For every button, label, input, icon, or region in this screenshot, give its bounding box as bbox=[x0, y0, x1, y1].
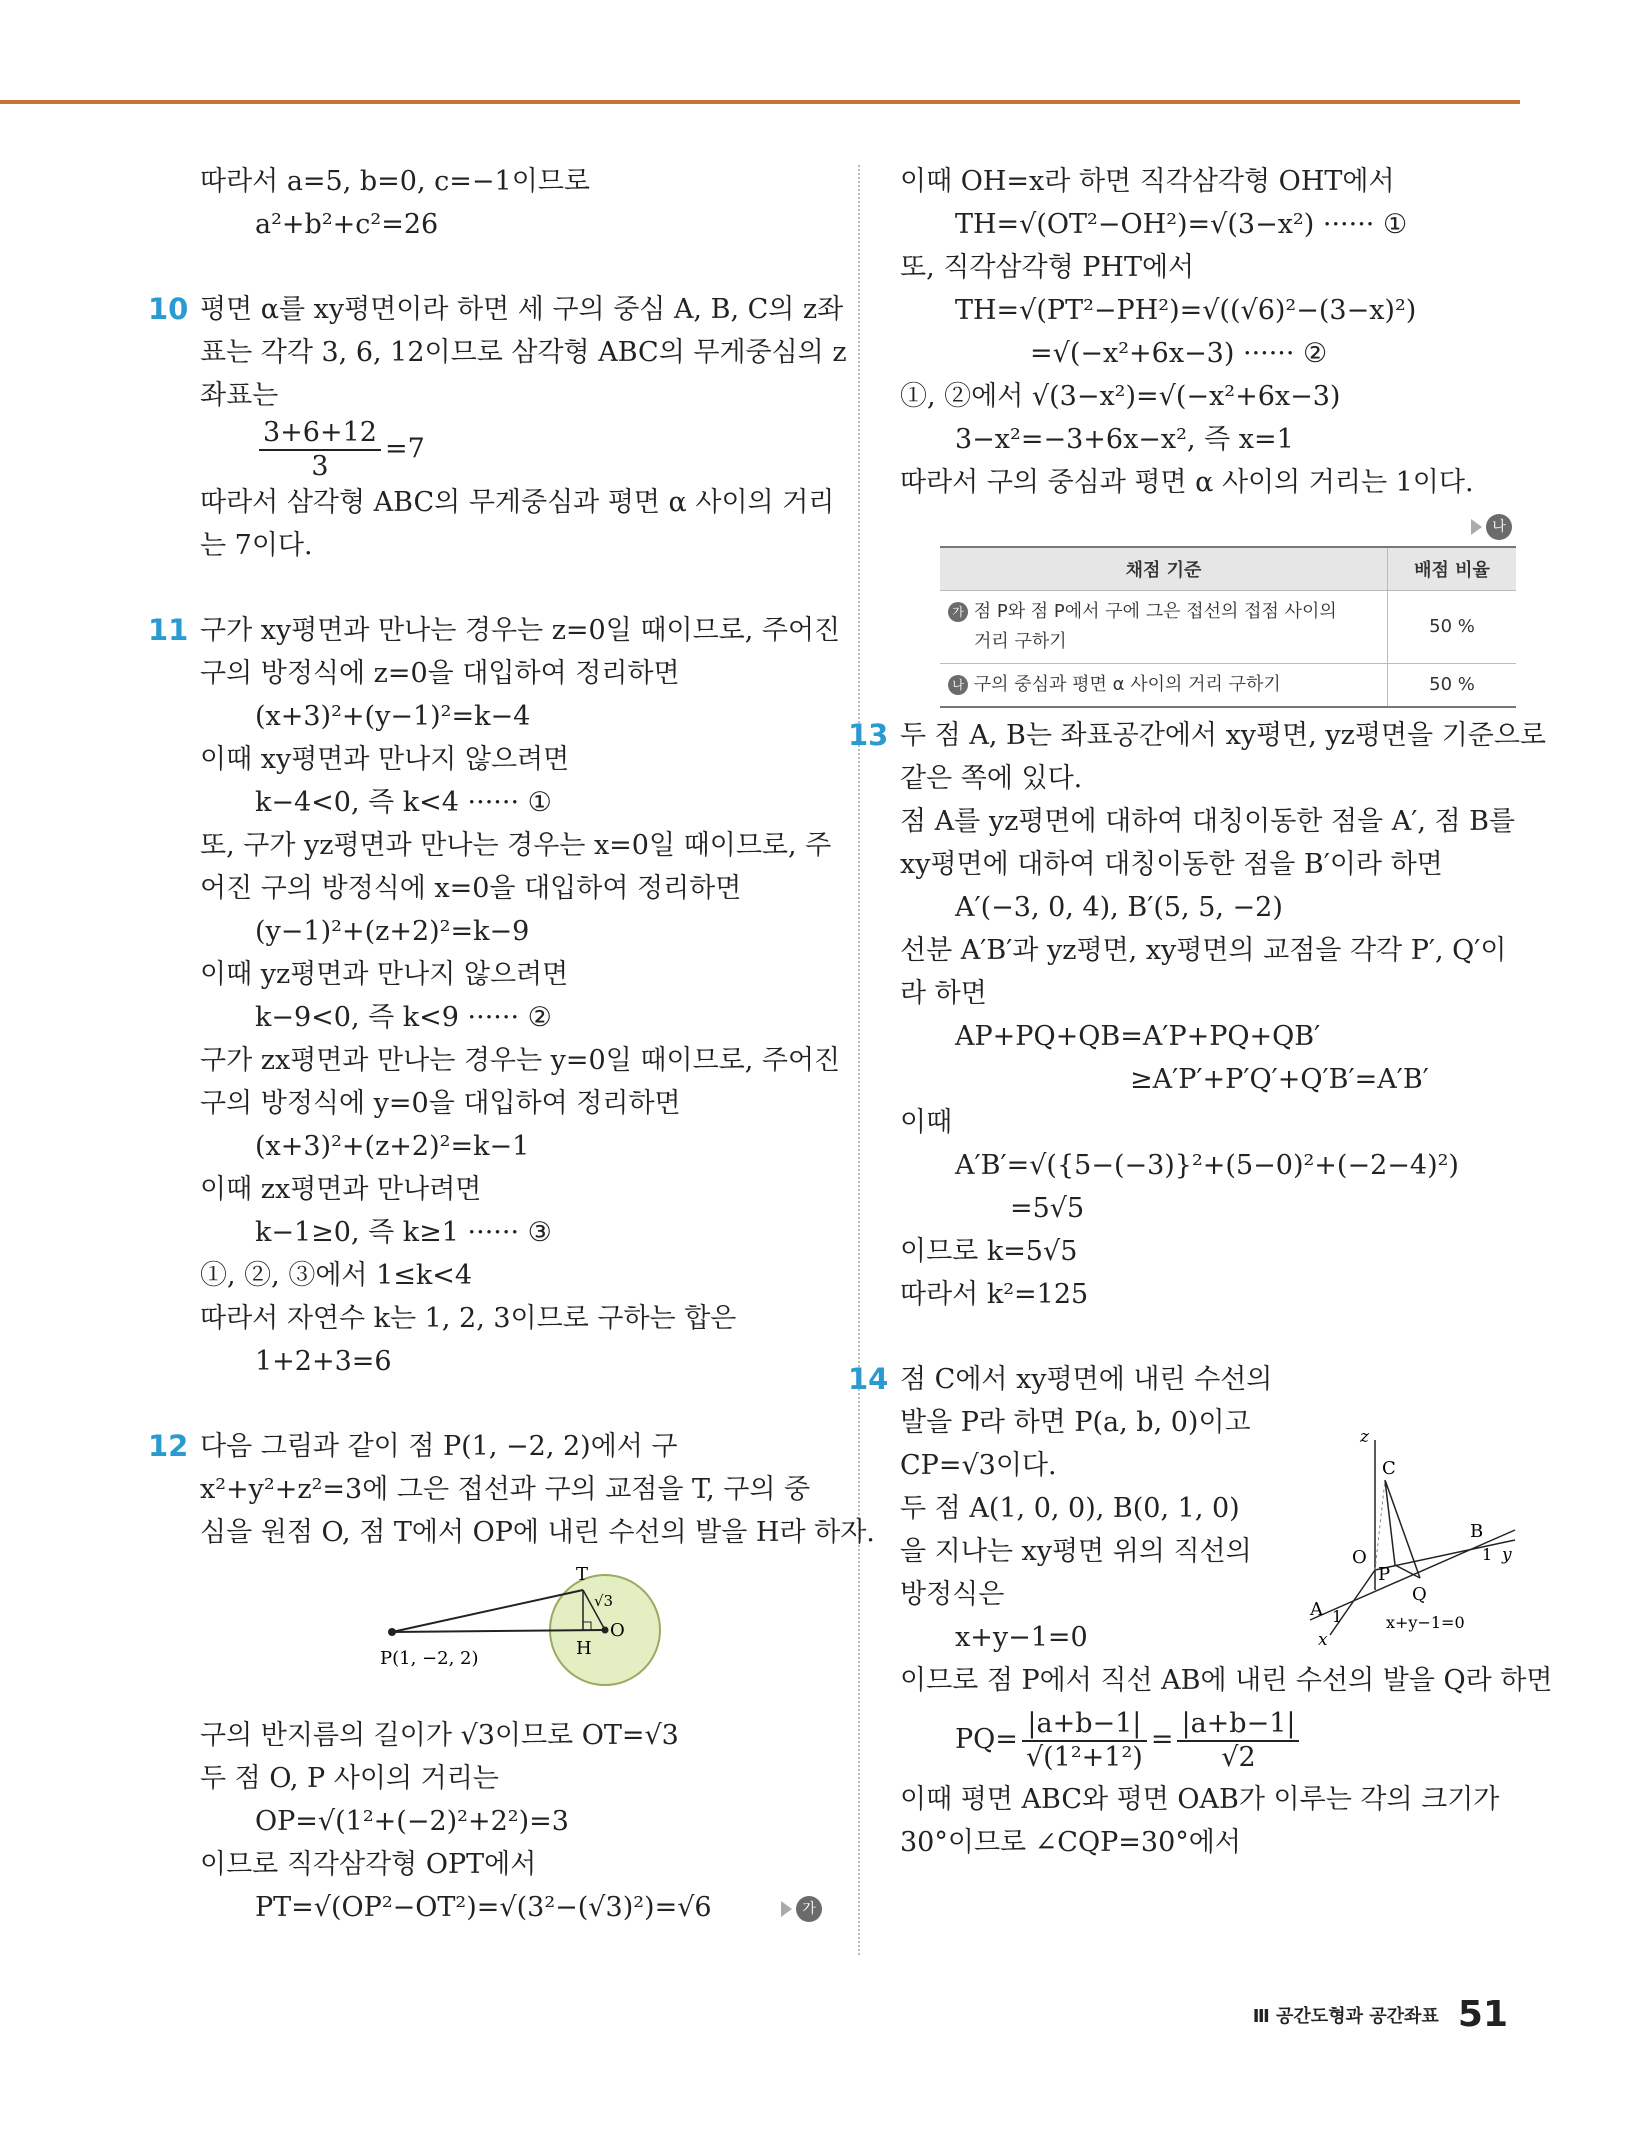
text-line: 따라서 a=5, b=0, c=−1이므로 bbox=[200, 166, 590, 197]
step-mark-na: 나 bbox=[948, 675, 968, 695]
text-line: 발을 P라 하면 P(a, b, 0)이고 bbox=[900, 1407, 1251, 1438]
text-line: a²+b²+c²=26 bbox=[255, 209, 439, 240]
equation: TH=√(PT²−PH²)=√((√6)²−(3−x)²) bbox=[955, 295, 1417, 326]
problem-10 bbox=[148, 288, 847, 567]
point-o bbox=[602, 1627, 609, 1634]
text-line: 점 A를 yz평면에 대하여 대칭이동한 점을 A′, 점 B를 bbox=[900, 806, 1516, 837]
label-h: H bbox=[576, 1638, 592, 1659]
text-line: 이므로 k=5√5 bbox=[900, 1236, 1078, 1267]
text-line: 을 지나는 xy평면 위의 직선의 bbox=[900, 1536, 1252, 1567]
problem-number: 13 bbox=[848, 718, 889, 752]
equation: (y−1)²+(z+2)²=k−9 bbox=[255, 916, 530, 947]
step-mark-ga: 가 bbox=[948, 602, 968, 622]
page-footer bbox=[1253, 1994, 1508, 2035]
header-accent-bar bbox=[0, 100, 1520, 104]
equation: =5√5 bbox=[1010, 1193, 1085, 1224]
text-line: 이때 zx평면과 만나려면 bbox=[200, 1174, 482, 1205]
text-line: 구가 zx평면과 만나는 경우는 y=0일 때이므로, 주어진 bbox=[200, 1045, 841, 1076]
equation: ≥A′P′+P′Q′+Q′B′=A′B′ bbox=[1130, 1064, 1429, 1095]
label-p: P bbox=[1378, 1564, 1391, 1585]
step-mark-na: 나 bbox=[1486, 514, 1512, 540]
equation: AP+PQ+QB=A′P+PQ+QB′ bbox=[955, 1021, 1321, 1052]
equation: OP=√(1²+(−2)²+2²)=3 bbox=[255, 1806, 569, 1837]
triangle-marker-icon bbox=[781, 1901, 792, 1917]
column-divider bbox=[858, 165, 860, 1955]
problem-number: 10 bbox=[148, 292, 189, 326]
text-line: 점 C에서 xy평면에 내린 수선의 bbox=[900, 1364, 1273, 1395]
text-line: 같은 쪽에 있다. bbox=[900, 763, 1083, 794]
text-line: 또, 직각삼각형 PHT에서 bbox=[900, 252, 1195, 283]
text-line: xy평면에 대하여 대칭이동한 점을 B′이라 하면 bbox=[900, 849, 1443, 880]
text-line: 선분 A′B′과 yz평면, xy평면의 교점을 각각 P′, Q′이 bbox=[900, 935, 1507, 966]
text-line: 이때 xy평면과 만나지 않으려면 bbox=[200, 744, 570, 775]
problem-number: 12 bbox=[148, 1429, 189, 1463]
segment-oc bbox=[1375, 1480, 1385, 1570]
text-line: 심을 원점 O, 점 T에서 OP에 내린 수선의 발을 H라 하자. bbox=[200, 1517, 875, 1548]
text-line: 따라서 k²=125 bbox=[900, 1279, 1089, 1310]
label-o: O bbox=[1352, 1547, 1367, 1568]
text-line: 두 점 A(1, 0, 0), B(0, 1, 0) bbox=[900, 1493, 1240, 1524]
point-p bbox=[388, 1628, 396, 1636]
problem-number: 11 bbox=[148, 613, 189, 647]
text-line: 이므로 점 P에서 직선 AB에 내린 수선의 발을 Q라 하면 bbox=[900, 1665, 1553, 1696]
distance-formula: PQ= $\frac{|a+b-1|}{\text{√(1²+1²)}}$ = $\frac{|a+b-1|}{√2}$ bbox=[900, 1702, 1520, 1778]
text-line: 평면 α를 xy평면이라 하면 세 구의 중심 A, B, C의 z좌 bbox=[200, 294, 844, 325]
text-line: 라 하면 bbox=[900, 978, 987, 1009]
text-line: 어진 구의 방정식에 x=0을 대입하여 정리하면 bbox=[200, 873, 742, 904]
label-p: P(1, −2, 2) bbox=[380, 1648, 479, 1669]
problem-11 bbox=[148, 609, 841, 1383]
table-row: 나 구의 중심과 평면 α 사이의 거리 구하기 50 % bbox=[940, 664, 1516, 708]
text-line: 따라서 구의 중심과 평면 α 사이의 거리는 1이다. 나 bbox=[900, 461, 1520, 504]
text-line: 표는 각각 3, 6, 12이므로 삼각형 ABC의 무게중심의 z bbox=[200, 337, 847, 368]
problem-12-figure bbox=[380, 1560, 680, 1704]
label-one-y: 1 bbox=[1482, 1545, 1493, 1564]
text-line: 30°이므로 ∠CQP=30°에서 bbox=[900, 1827, 1241, 1858]
scoring-table bbox=[940, 546, 1516, 708]
step-mark-ga: 가 bbox=[796, 1896, 822, 1922]
label-x: x bbox=[1318, 1630, 1328, 1650]
equation: =√(−x²+6x−3) ······ ② bbox=[1030, 338, 1328, 369]
chapter-title: Ⅲ 공간도형과 공간좌표 bbox=[1252, 2005, 1439, 2027]
text-line: 구의 방정식에 y=0을 대입하여 정리하면 bbox=[200, 1088, 681, 1119]
table-header: 채점 기준 bbox=[940, 547, 1388, 591]
score-percent: 50 % bbox=[1388, 664, 1517, 708]
label-line-eq: x+y−1=0 bbox=[1386, 1613, 1465, 1632]
text-line: 구가 xy평면과 만나는 경우는 z=0일 때이므로, 주어진 bbox=[200, 615, 841, 646]
text-line: 구의 반지름의 길이가 √3이므로 OT=√3 bbox=[200, 1720, 679, 1751]
text-line: 이때 bbox=[900, 1107, 953, 1138]
text-line: 두 점 A, B는 좌표공간에서 xy평면, yz평면을 기준으로 bbox=[900, 720, 1547, 751]
text-line: 따라서 자연수 k는 1, 2, 3이므로 구하는 합은 bbox=[200, 1303, 737, 1334]
text-line: ①, ②, ③에서 1≤k<4 bbox=[200, 1260, 473, 1291]
equation: x+y−1=0 bbox=[955, 1622, 1088, 1653]
label-one-x: 1 bbox=[1332, 1607, 1343, 1626]
text-line: 는 7이다. bbox=[200, 530, 313, 561]
triangle-marker-icon bbox=[1471, 519, 1482, 535]
equation: (x+3)²+(y−1)²=k−4 bbox=[255, 701, 531, 732]
label-c: C bbox=[1382, 1458, 1396, 1479]
text-line: 이때 yz평면과 만나지 않으려면 bbox=[200, 959, 569, 990]
label-z: z bbox=[1360, 1427, 1369, 1447]
text-line: CP=√3이다. bbox=[900, 1450, 1057, 1481]
text-line: ①, ②에서 √(3−x²)=√(−x²+6x−3) bbox=[900, 381, 1341, 412]
page-number: 51 bbox=[1457, 1994, 1508, 2035]
label-a: A bbox=[1310, 1599, 1323, 1620]
equation: 1+2+3=6 bbox=[255, 1346, 392, 1377]
table-header: 배점 비율 bbox=[1388, 547, 1517, 591]
text-line: 또, 구가 yz평면과 만나는 경우는 x=0일 때이므로, 주 bbox=[200, 830, 832, 861]
fraction-equation: $\frac{3+6+12}{3}$ =7 bbox=[200, 417, 830, 481]
equation: (x+3)²+(z+2)²=k−1 bbox=[255, 1131, 530, 1162]
label-o: O bbox=[610, 1620, 625, 1641]
label-q: Q bbox=[1412, 1584, 1427, 1605]
problem-13 bbox=[848, 714, 1547, 1316]
equation: A′(−3, 0, 4), B′(5, 5, −2) bbox=[955, 892, 1283, 923]
equation: A′B′=√({5−(−3)}²+(5−0)²+(−2−4)²) bbox=[955, 1150, 1459, 1181]
equation: k−1≥0, 즉 k≥1 ······ ③ bbox=[255, 1217, 552, 1248]
text-line: 구의 방정식에 z=0을 대입하여 정리하면 bbox=[200, 658, 680, 689]
text-line: 따라서 삼각형 ABC의 무게중심과 평면 α 사이의 거리 bbox=[200, 487, 835, 518]
text-line: 좌표는 bbox=[200, 380, 279, 411]
text-line: 다음 그림과 같이 점 P(1, −2, 2)에서 구 bbox=[200, 1431, 678, 1462]
text-line: x²+y²+z²=3에 그은 접선과 구의 교점을 T, 구의 중 bbox=[200, 1474, 811, 1505]
problem-14-figure bbox=[1290, 1420, 1520, 1654]
problem-number: 14 bbox=[848, 1362, 889, 1396]
label-radius: √3 bbox=[594, 1592, 614, 1610]
score-percent: 50 % bbox=[1388, 591, 1517, 664]
text-line: 이때 OH=x라 하면 직각삼각형 OHT에서 bbox=[900, 166, 1395, 197]
label-y: y bbox=[1502, 1545, 1512, 1565]
equation: k−4<0, 즉 k<4 ······ ① bbox=[255, 787, 552, 818]
text-line: 이므로 직각삼각형 OPT에서 bbox=[200, 1849, 537, 1880]
text-line: 이때 평면 ABC와 평면 OAB가 이루는 각의 크기가 bbox=[900, 1784, 1500, 1815]
text-line: 두 점 O, P 사이의 거리는 bbox=[200, 1763, 499, 1794]
equation: k−9<0, 즉 k<9 ······ ② bbox=[255, 1002, 552, 1033]
label-t: T bbox=[576, 1564, 589, 1585]
equation: 3−x²=−3+6x−x², 즉 x=1 bbox=[955, 424, 1294, 455]
label-b: B bbox=[1470, 1521, 1484, 1542]
text-line: 방정식은 bbox=[900, 1579, 1005, 1610]
table-row: 가 점 P와 점 P에서 구에 그은 접선의 접점 사이의 거리 구하기 50 % bbox=[940, 591, 1516, 664]
equation: TH=√(OT²−OH²)=√(3−x²) ······ ① bbox=[955, 209, 1408, 240]
equation: PT=√(OP²−OT²)=√(3²−(√3)²)=√6 가 bbox=[200, 1886, 830, 1929]
